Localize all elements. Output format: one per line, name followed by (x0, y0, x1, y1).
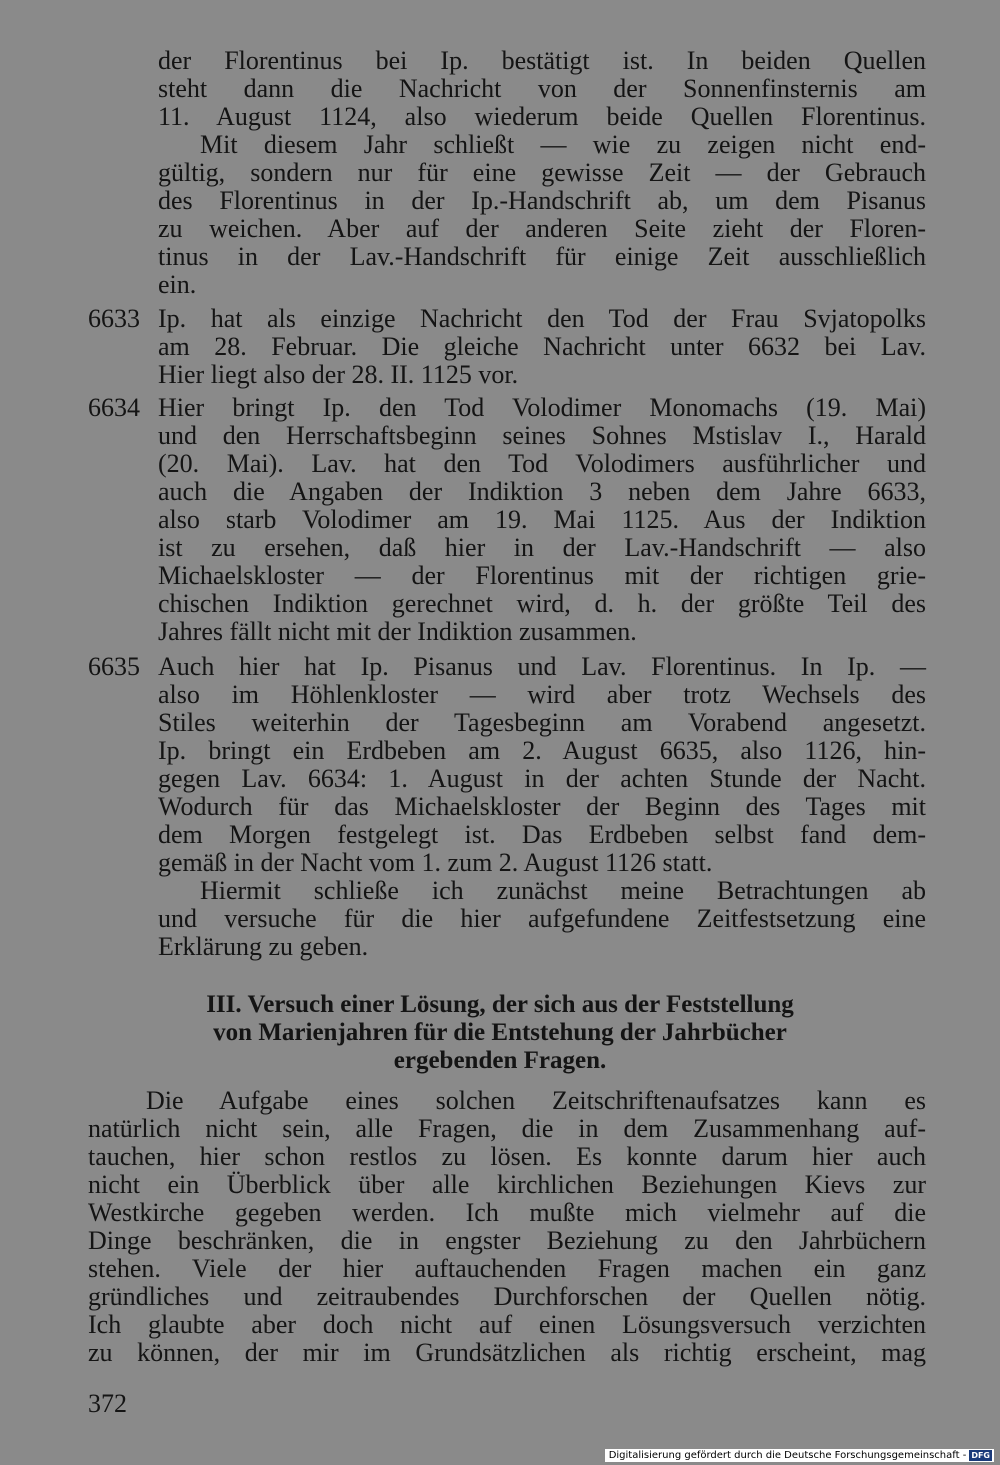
text-line: Dinge beschränken, die in engster Beziehung zu den Jahrbüchern (88, 1226, 926, 1255)
text-line: zu können, der mir im Grundsätzlichen als richtig erscheint, mag (88, 1338, 926, 1367)
text-line: Auch hier hat Ip. Pisanus und Lav. Florentinus. In Ip. — (158, 652, 926, 681)
text-line: Mit diesem Jahr schließt — wie zu zeigen nicht end- (200, 130, 926, 159)
text-line: ein. (158, 270, 197, 299)
section-heading: ergebenden Fragen. (393, 1047, 607, 1074)
text-line: nicht ein Überblick über alle kirchlichen Beziehungen Kievs zur (88, 1170, 926, 1199)
text-line: steht dann die Nachricht von der Sonnenfinsternis am (158, 74, 926, 103)
year-number: 6635 (88, 652, 140, 681)
text-line: natürlich nicht sein, alle Fragen, die in dem Zusammenhang auf- (88, 1114, 926, 1143)
text-line: auch die Angaben der Indiktion 3 neben dem Jahre 6633, (158, 477, 926, 506)
text-line: am 28. Februar. Die gleiche Nachricht unter 6632 bei Lav. (158, 332, 926, 361)
text-line: der Florentinus bei Ip. bestätigt ist. In beiden Quellen (158, 46, 926, 75)
text-line: Westkirche gegeben werden. Ich mußte mich vielmehr auf die (88, 1198, 926, 1227)
text-line: gegen Lav. 6634: 1. August in der achten Stunde der Nacht. (158, 764, 926, 793)
text-line: dem Morgen festgelegt ist. Das Erdbeben selbst fand dem- (158, 820, 926, 849)
text-line: tauchen, hier schon restlos zu lösen. Es konnte darum hier auch (88, 1142, 926, 1171)
text-line: und den Herrschaftsbeginn seines Sohnes Mstislav I., Harald (158, 421, 926, 450)
text-line: Stiles weiterhin der Tagesbeginn am Vorabend angesetzt. (158, 708, 926, 737)
text-line: Michaelskloster — der Florentinus mit der richtigen grie- (158, 561, 926, 590)
text-line: chischen Indiktion gerechnet wird, d. h. der größte Teil des (158, 589, 926, 618)
text-line: Erklärung zu geben. (158, 932, 369, 961)
text-line: also starb Volodimer am 19. Mai 1125. Aus der Indiktion (158, 505, 926, 534)
text-line: gemäß in der Nacht vom 1. zum 2. August 1126 statt. (158, 848, 713, 877)
section-heading: III. Versuch einer Lösung, der sich aus der Feststellung (206, 991, 794, 1018)
text-line: zu weichen. Aber auf der anderen Seite zieht der Floren- (158, 214, 926, 243)
text-line: Hier bringt Ip. den Tod Volodimer Monomachs (19. Mai) (158, 393, 926, 422)
year-number: 6634 (88, 393, 140, 422)
text-line: Die Aufgabe eines solchen Zeitschriftenaufsatzes kann es (146, 1086, 926, 1115)
text-line: Hier liegt also der 28. II. 1125 vor. (158, 360, 519, 389)
text-line: des Florentinus in der Ip.-Handschrift ab, um dem Pisanus (158, 186, 926, 215)
text-line: gültig, sondern nur für eine gewisse Zeit — der Gebrauch (158, 158, 926, 187)
dfg-logo: DFG (971, 1451, 990, 1460)
text-line: stehen. Viele der hier auftauchenden Fragen machen ein ganz (88, 1254, 926, 1283)
text-line: Ip. hat als einzige Nachricht den Tod der Frau Svjatopolks (158, 304, 926, 333)
text-line: Hiermit schließe ich zunächst meine Betrachtungen ab (200, 876, 926, 905)
footer-text: Digitalisierung gefördert durch die Deutsche Forschungsgemeinschaft - (608, 1450, 967, 1461)
section-heading: von Marienjahren für die Entstehung der Jahrbücher (213, 1019, 787, 1046)
text-line: (20. Mai). Lav. hat den Tod Volodimers ausführlicher und (158, 449, 926, 478)
text-line: Jahres fällt nicht mit der Indiktion zusammen. (158, 617, 637, 646)
text-line: also im Höhlenkloster — wird aber trotz Wechsels des (158, 680, 926, 709)
text-line: gründliches und zeitraubendes Durchforschen der Quellen nötig. (88, 1282, 926, 1311)
text-line: 11. August 1124, also wiederum beide Quellen Florentinus. (158, 102, 926, 131)
text-line: Wodurch für das Michaelskloster der Beginn des Tages mit (158, 792, 926, 821)
text-line: Ip. bringt ein Erdbeben am 2. August 6635, also 1126, hin- (158, 736, 926, 765)
text-line: Ich glaubte aber doch nicht auf einen Lösungsversuch verzichten (88, 1310, 926, 1339)
page-number: 372 (88, 1389, 127, 1418)
text-line: und versuche für die hier aufgefundene Zeitfestsetzung eine (158, 904, 926, 933)
year-number: 6633 (88, 304, 140, 333)
digitization-footer (605, 1449, 994, 1462)
text-line: ist zu ersehen, daß hier in der Lav.-Handschrift — also (158, 533, 926, 562)
text-line: tinus in der Lav.-Handschrift für einige Zeit ausschließlich (158, 242, 926, 271)
